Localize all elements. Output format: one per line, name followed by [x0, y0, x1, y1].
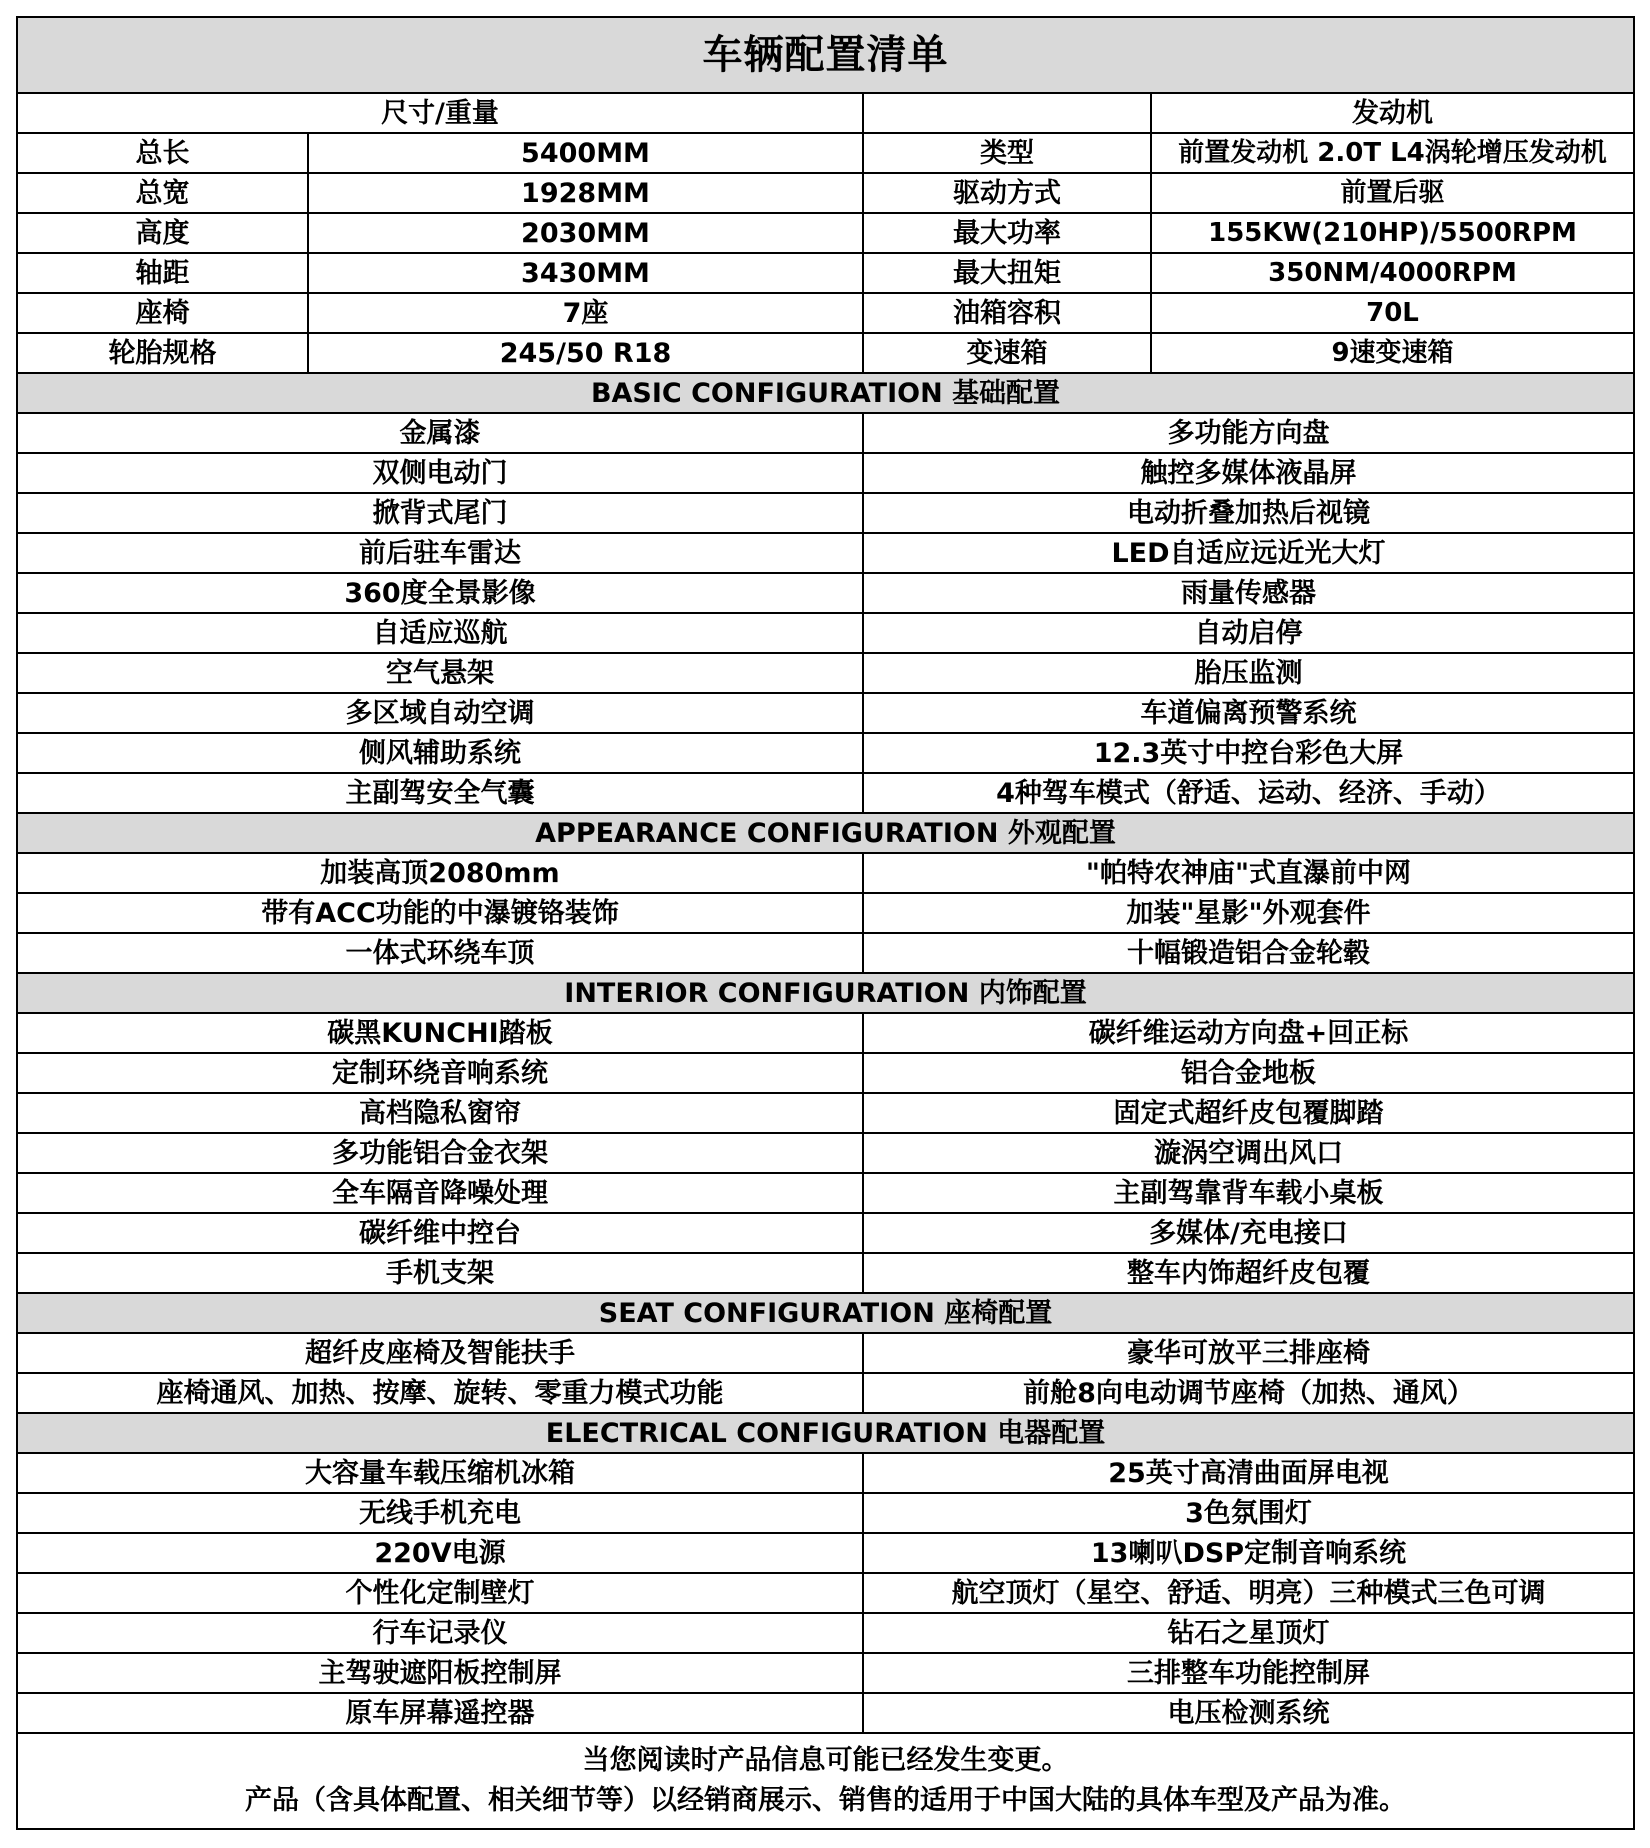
config-row — [17, 853, 1634, 893]
page-title: 车辆配置清单 — [17, 17, 1634, 93]
config-item-right: 碳纤维运动方向盘+回正标 — [863, 1013, 1634, 1053]
config-row — [17, 613, 1634, 653]
config-item-right: 多功能方向盘 — [863, 413, 1634, 453]
spec-row — [17, 293, 1634, 333]
dimension-value: 1928MM — [308, 173, 863, 213]
config-item-left: 360度全景影像 — [17, 573, 863, 613]
config-item-left: 手机支架 — [17, 1253, 863, 1293]
config-item-left: 无线手机充电 — [17, 1493, 863, 1533]
appearance-section-header: APPEARANCE CONFIGURATION 外观配置 — [17, 813, 1634, 853]
config-item-right: 航空顶灯（星空、舒适、明亮）三种模式三色可调 — [863, 1573, 1634, 1613]
config-row — [17, 1533, 1634, 1573]
config-item-left: 多区域自动空调 — [17, 693, 863, 733]
config-item-right: 整车内饰超纤皮包覆 — [863, 1253, 1634, 1293]
config-row — [17, 1573, 1634, 1613]
disclaimer-line-2: 产品（含具体配置、相关细节等）以经销商展示、销售的适用于中国大陆的具体车型及产品为准。 — [245, 1785, 1406, 1816]
config-row — [17, 1213, 1634, 1253]
disclaimer-line-1: 当您阅读时产品信息可能已经发生变更。 — [582, 1745, 1069, 1776]
spec-header-row — [17, 93, 1634, 133]
config-item-left: 行车记录仪 — [17, 1613, 863, 1653]
config-item-right: 固定式超纤皮包覆脚踏 — [863, 1093, 1634, 1133]
config-row — [17, 773, 1634, 813]
dimension-label: 总宽 — [17, 173, 308, 213]
config-item-left: 碳黑KUNCHI踏板 — [17, 1013, 863, 1053]
config-row — [17, 493, 1634, 533]
config-item-left: 座椅通风、加热、按摩、旋转、零重力模式功能 — [17, 1373, 863, 1413]
dimension-value: 7座 — [308, 293, 863, 333]
dimension-label: 高度 — [17, 213, 308, 253]
config-item-right: 3色氛围灯 — [863, 1493, 1634, 1533]
config-item-right: 25英寸高清曲面屏电视 — [863, 1453, 1634, 1493]
config-item-left: 加装高顶2080mm — [17, 853, 863, 893]
spec-header-blank — [863, 93, 1151, 133]
config-item-right: 13喇叭DSP定制音响系统 — [863, 1533, 1634, 1573]
config-item-left: 空气悬架 — [17, 653, 863, 693]
config-item-right: 十幅锻造铝合金轮毂 — [863, 933, 1634, 973]
electrical-section-header-row — [17, 1413, 1634, 1453]
dimension-label: 总长 — [17, 133, 308, 173]
basic-section-header: BASIC CONFIGURATION 基础配置 — [17, 373, 1634, 413]
config-item-left: 多功能铝合金衣架 — [17, 1133, 863, 1173]
engine-value: 9速变速箱 — [1151, 333, 1634, 373]
config-item-left: 掀背式尾门 — [17, 493, 863, 533]
config-item-right: 豪华可放平三排座椅 — [863, 1333, 1634, 1373]
config-item-right: 钻石之星顶灯 — [863, 1613, 1634, 1653]
appearance-section-header-row — [17, 813, 1634, 853]
engine-label: 变速箱 — [863, 333, 1151, 373]
config-item-right: 4种驾车模式（舒适、运动、经济、手动） — [863, 773, 1634, 813]
config-item-right: 12.3英寸中控台彩色大屏 — [863, 733, 1634, 773]
config-row — [17, 573, 1634, 613]
electrical-section-header: ELECTRICAL CONFIGURATION 电器配置 — [17, 1413, 1634, 1453]
engine-label: 最大功率 — [863, 213, 1151, 253]
footer-row — [17, 1733, 1634, 1829]
spec-row — [17, 253, 1634, 293]
config-item-right: 三排整车功能控制屏 — [863, 1653, 1634, 1693]
config-item-right: LED自适应远近光大灯 — [863, 533, 1634, 573]
engine-label: 油箱容积 — [863, 293, 1151, 333]
config-row — [17, 1173, 1634, 1213]
config-row — [17, 533, 1634, 573]
config-item-right: 多媒体/充电接口 — [863, 1213, 1634, 1253]
config-item-left: 金属漆 — [17, 413, 863, 453]
config-item-right: 电动折叠加热后视镜 — [863, 493, 1634, 533]
config-row — [17, 453, 1634, 493]
config-item-right: "帕特农神庙"式直瀑前中网 — [863, 853, 1634, 893]
config-item-right: 车道偏离预警系统 — [863, 693, 1634, 733]
config-item-left: 高档隐私窗帘 — [17, 1093, 863, 1133]
dimension-value: 245/50 R18 — [308, 333, 863, 373]
engine-label: 最大扭矩 — [863, 253, 1151, 293]
engine-value: 155KW(210HP)/5500RPM — [1151, 213, 1634, 253]
config-row — [17, 1373, 1634, 1413]
dimension-value: 3430MM — [308, 253, 863, 293]
dimension-value: 5400MM — [308, 133, 863, 173]
disclaimer — [17, 1733, 1634, 1829]
dimension-label: 轮胎规格 — [17, 333, 308, 373]
basic-section-header-row — [17, 373, 1634, 413]
dimensions-header: 尺寸/重量 — [17, 93, 863, 133]
engine-label: 类型 — [863, 133, 1151, 173]
engine-value: 前置发动机 2.0T L4涡轮增压发动机 — [1151, 133, 1634, 173]
spec-row — [17, 173, 1634, 213]
interior-section-header: INTERIOR CONFIGURATION 内饰配置 — [17, 973, 1634, 1013]
config-item-right: 漩涡空调出风口 — [863, 1133, 1634, 1173]
config-item-left: 带有ACC功能的中瀑镀铬装饰 — [17, 893, 863, 933]
config-item-left: 自适应巡航 — [17, 613, 863, 653]
config-row — [17, 693, 1634, 733]
config-item-right: 触控多媒体液晶屏 — [863, 453, 1634, 493]
config-row — [17, 1053, 1634, 1093]
dimension-value: 2030MM — [308, 213, 863, 253]
config-item-left: 220V电源 — [17, 1533, 863, 1573]
config-item-left: 主副驾安全气囊 — [17, 773, 863, 813]
config-item-left: 超纤皮座椅及智能扶手 — [17, 1333, 863, 1373]
config-item-right: 加装"星影"外观套件 — [863, 893, 1634, 933]
config-item-right: 雨量传感器 — [863, 573, 1634, 613]
config-item-right: 铝合金地板 — [863, 1053, 1634, 1093]
config-item-left: 大容量车载压缩机冰箱 — [17, 1453, 863, 1493]
engine-header: 发动机 — [1151, 93, 1634, 133]
interior-section-header-row — [17, 973, 1634, 1013]
config-item-left: 一体式环绕车顶 — [17, 933, 863, 973]
config-item-right: 主副驾靠背车载小桌板 — [863, 1173, 1634, 1213]
config-item-right: 电压检测系统 — [863, 1693, 1634, 1733]
engine-label: 驱动方式 — [863, 173, 1151, 213]
seat-section-header: SEAT CONFIGURATION 座椅配置 — [17, 1293, 1634, 1333]
config-row — [17, 933, 1634, 973]
config-item-right: 胎压监测 — [863, 653, 1634, 693]
vehicle-config-table — [16, 16, 1635, 1830]
config-row — [17, 1653, 1634, 1693]
spec-row — [17, 333, 1634, 373]
spec-row — [17, 213, 1634, 253]
config-item-left: 主驾驶遮阳板控制屏 — [17, 1653, 863, 1693]
config-row — [17, 653, 1634, 693]
config-row — [17, 1613, 1634, 1653]
config-item-left: 碳纤维中控台 — [17, 1213, 863, 1253]
config-row — [17, 1013, 1634, 1053]
config-item-left: 前后驻车雷达 — [17, 533, 863, 573]
config-item-left: 双侧电动门 — [17, 453, 863, 493]
config-row — [17, 1133, 1634, 1173]
config-row — [17, 1453, 1634, 1493]
config-row — [17, 1253, 1634, 1293]
spec-row — [17, 133, 1634, 173]
config-item-left: 侧风辅助系统 — [17, 733, 863, 773]
config-row — [17, 1493, 1634, 1533]
seat-section-header-row — [17, 1293, 1634, 1333]
config-item-left: 原车屏幕遥控器 — [17, 1693, 863, 1733]
engine-value: 前置后驱 — [1151, 173, 1634, 213]
dimension-label: 座椅 — [17, 293, 308, 333]
engine-value: 350NM/4000RPM — [1151, 253, 1634, 293]
config-row — [17, 1693, 1634, 1733]
config-row — [17, 413, 1634, 453]
config-row — [17, 893, 1634, 933]
config-row — [17, 1093, 1634, 1133]
config-item-left: 全车隔音降噪处理 — [17, 1173, 863, 1213]
engine-value: 70L — [1151, 293, 1634, 333]
config-row — [17, 1333, 1634, 1373]
config-item-left: 定制环绕音响系统 — [17, 1053, 863, 1093]
title-row — [17, 17, 1634, 93]
config-item-right: 自动启停 — [863, 613, 1634, 653]
config-row — [17, 733, 1634, 773]
dimension-label: 轴距 — [17, 253, 308, 293]
config-item-left: 个性化定制壁灯 — [17, 1573, 863, 1613]
config-item-right: 前舱8向电动调节座椅（加热、通风） — [863, 1373, 1634, 1413]
